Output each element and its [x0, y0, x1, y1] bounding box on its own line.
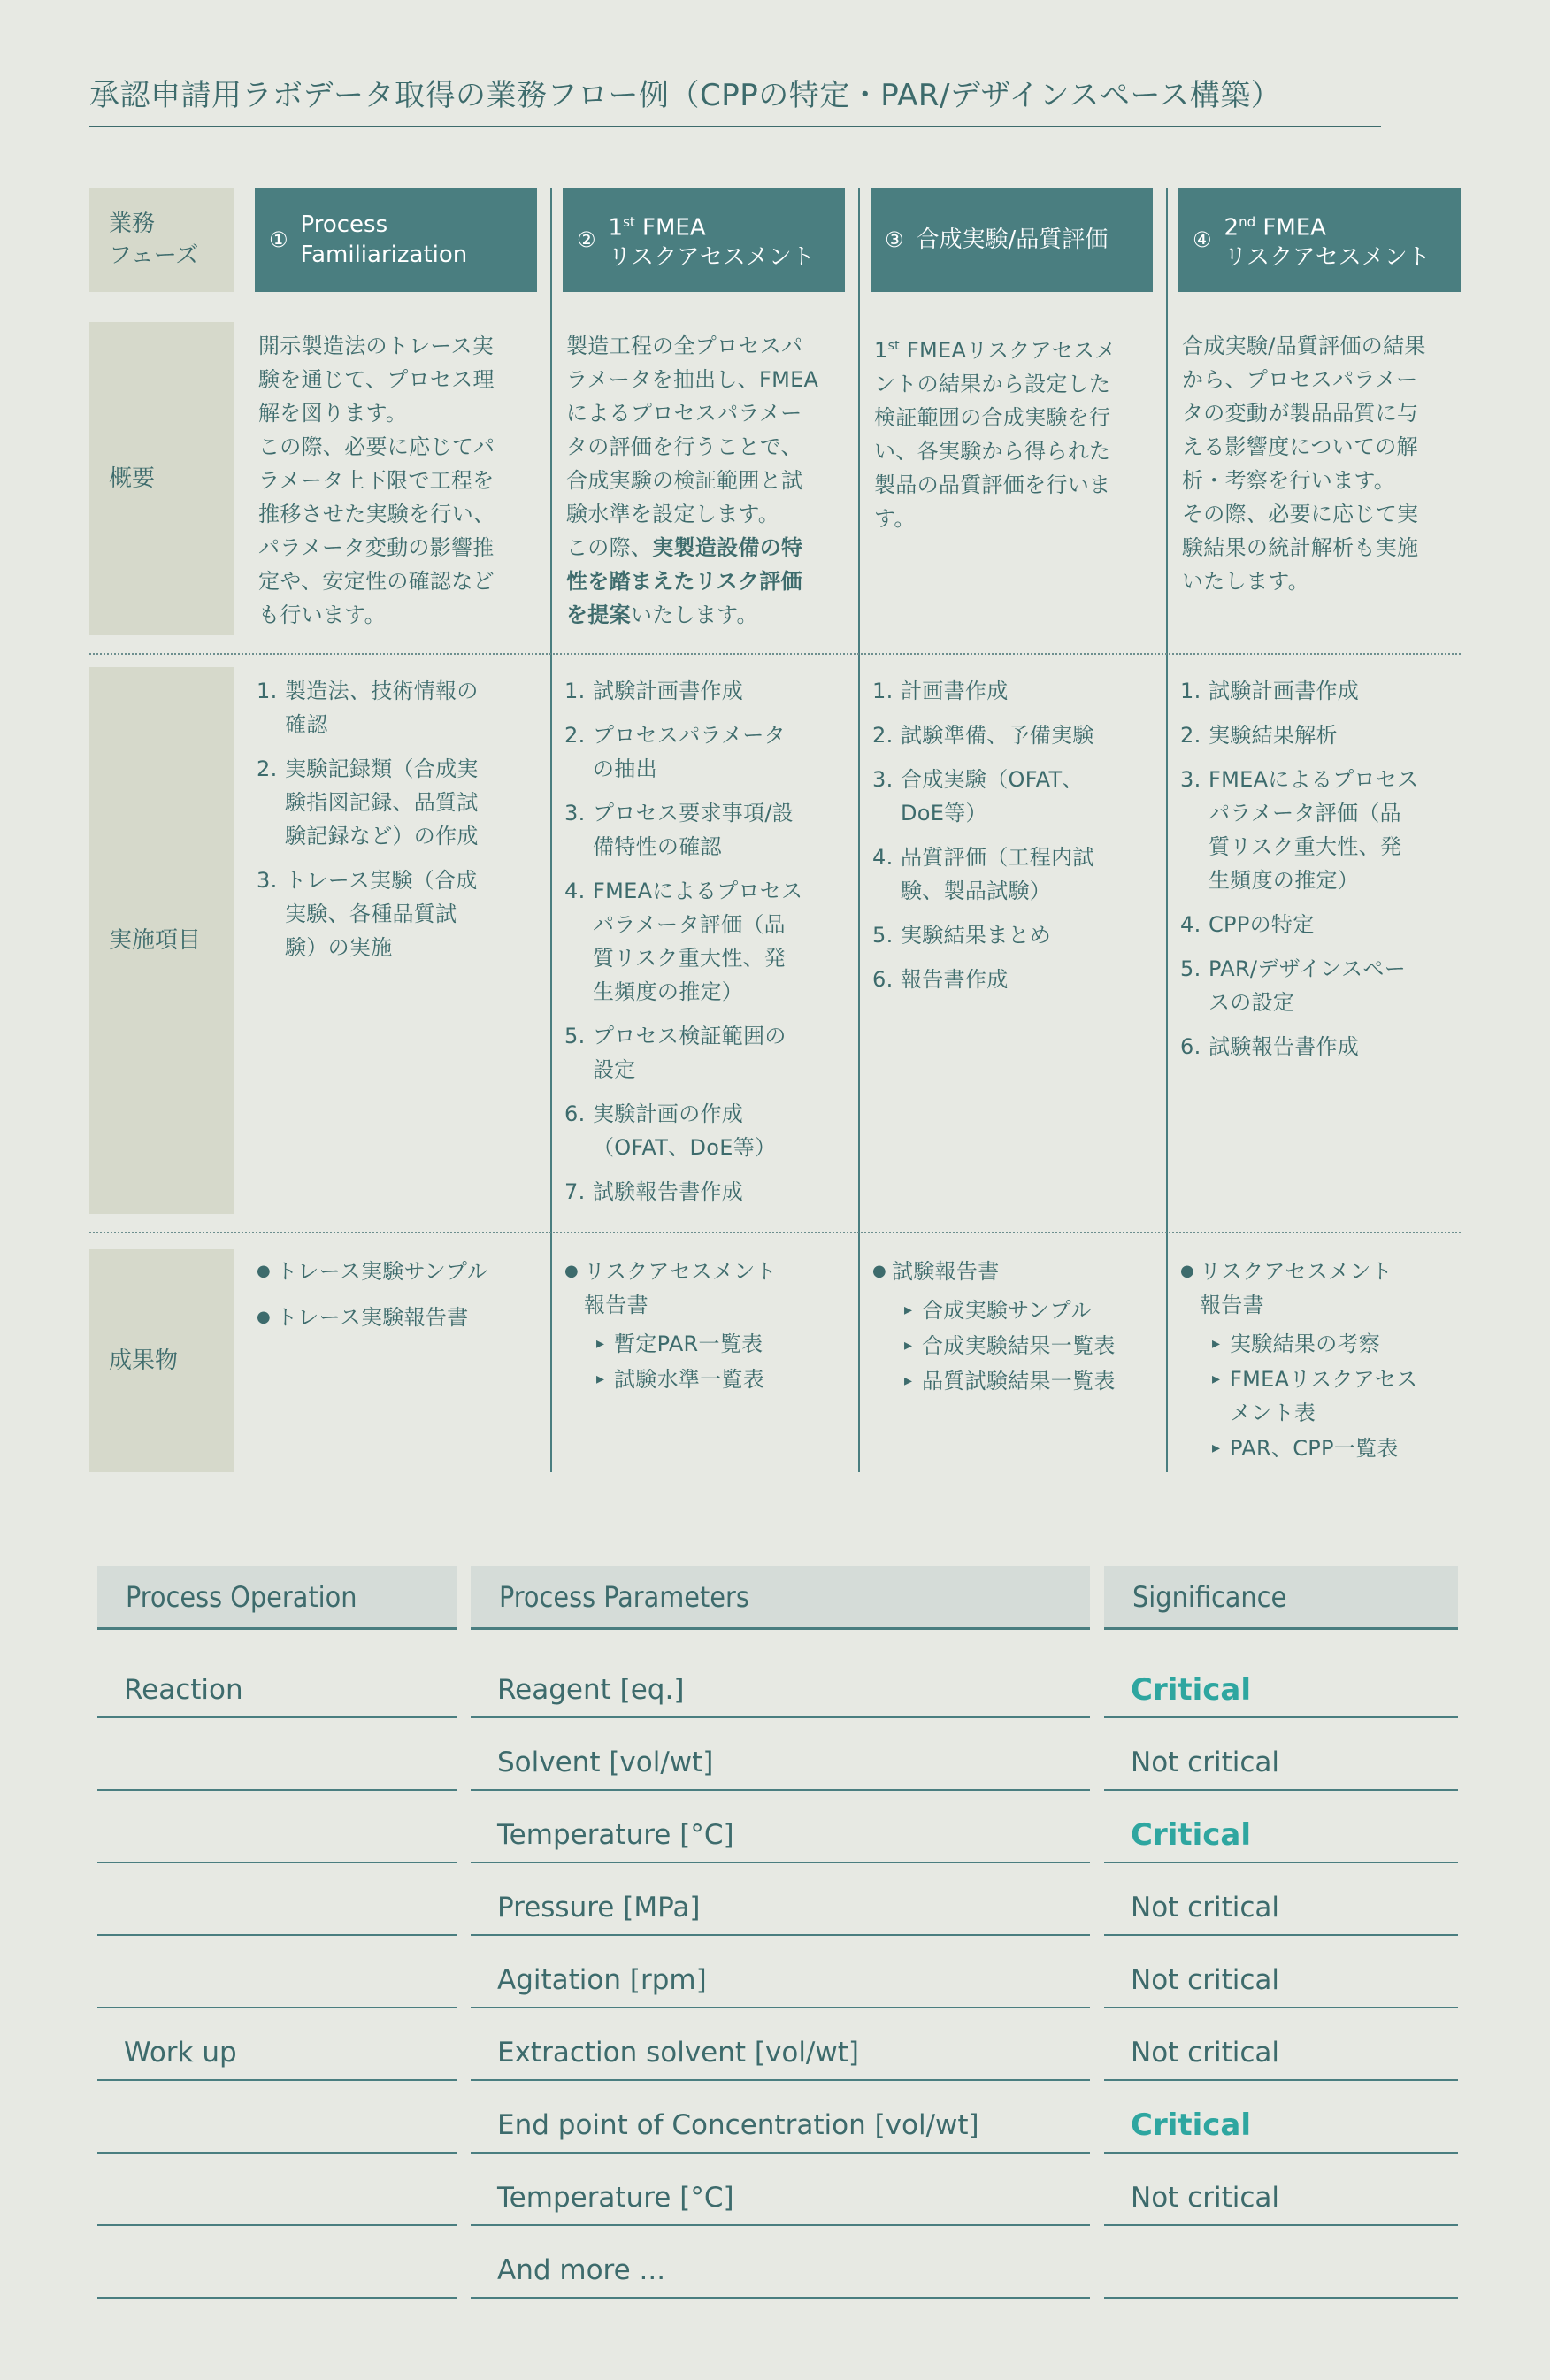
- process-operation-cell: [97, 1718, 457, 1791]
- phase-number: ④: [1193, 227, 1212, 252]
- phase-number: ②: [577, 227, 596, 252]
- deliverable-subitem: ▸ 暫定PAR一覧表: [596, 1327, 848, 1361]
- list-item: 1. 試験計画書作成: [1180, 679, 1360, 703]
- row-divider: [89, 653, 1461, 655]
- significance-cell: [1104, 2226, 1458, 2299]
- deliverables-list-2: [564, 1255, 848, 1409]
- column-header-significance: Significance: [1104, 1566, 1458, 1630]
- deliverable-subitem: ▸ 試験水準一覧表: [596, 1363, 848, 1396]
- process-operation-cell: Work up: [97, 2008, 457, 2081]
- significance-cell: Not critical: [1104, 2008, 1458, 2081]
- column-divider: [858, 188, 860, 1472]
- deliverable-subitem: ▸ FMEAリスクアセス メント表: [1212, 1363, 1463, 1430]
- list-item: 5. 実験結果まとめ: [872, 923, 1052, 948]
- deliverable-item: ● トレース実験サンプル: [257, 1255, 540, 1288]
- process-operation-cell: [97, 2081, 457, 2154]
- page-title: 承認申請用ラボデータ取得の業務フロー例（CPPの特定・PAR/デザインスペース構築）: [89, 74, 1381, 127]
- significance-cell: Not critical: [1104, 1863, 1458, 1936]
- process-parameter-cell: Temperature [°C]: [471, 2154, 1090, 2226]
- list-item: 6. 実験計画の作成 （OFAT、DoE等）: [564, 1102, 777, 1160]
- deliverable-item: ● トレース実験報告書: [257, 1301, 540, 1334]
- list-item: 1. 計画書作成: [872, 679, 1009, 703]
- row-divider: [89, 1232, 1461, 1233]
- row-label-items: 実施項目: [89, 667, 234, 1214]
- phase-header-3: [871, 188, 1153, 292]
- significance-cell: Not critical: [1104, 1718, 1458, 1791]
- column-divider: [550, 188, 552, 1472]
- phase-header-4: [1178, 188, 1461, 292]
- process-parameter-cell: Extraction solvent [vol/wt]: [471, 2008, 1090, 2081]
- process-parameter-cell: Pressure [MPa]: [471, 1863, 1090, 1936]
- phase-title: 1st FMEA リスクアセスメント: [608, 213, 815, 272]
- phase-header-2: [563, 188, 845, 292]
- deliverables-list-4: [1180, 1255, 1463, 1478]
- overview-text-1: 開示製造法のトレース実 験を通じて、プロセス理 解を図ります。 この際、必要に応じてパ ラメータ上下限で工程を 推移させた実験を行い、 パラメータ変動の影響推 定や、安定性の確認など も行います。: [258, 334, 495, 627]
- process-parameter-cell: Temperature [°C]: [471, 1791, 1090, 1863]
- significance-cell: Not critical: [1104, 2154, 1458, 2226]
- list-item: 2. プロセスパラメータ の抽出: [564, 723, 786, 781]
- process-operation-cell: [97, 1863, 457, 1936]
- list-item: 6. 試験報告書作成: [1180, 1034, 1360, 1059]
- list-item: 1. 製造法、技術情報の 確認: [257, 679, 479, 737]
- parameter-table: [97, 1566, 1460, 2292]
- deliverable-item: ● 試験報告書 ▸ 合成実験サンプル ▸ 合成実験結果一覧表 ▸ 品質試験結果一覧表: [872, 1255, 1155, 1398]
- deliverable-item: ● リスクアセスメント 報告書 ▸ 実験結果の考察 ▸ FMEAリスクアセス メント表 ▸ PAR、CPP一覧表: [1180, 1255, 1463, 1465]
- phase-number: ③: [885, 227, 904, 252]
- deliverables-list-1: [257, 1255, 540, 1347]
- phase-title: 合成実験/品質評価: [916, 226, 1109, 253]
- process-parameter-cell: Solvent [vol/wt]: [471, 1718, 1090, 1791]
- list-item: 5. プロセス検証範囲の 設定: [564, 1024, 787, 1082]
- deliverable-subitem: ▸ 実験結果の考察: [1212, 1327, 1463, 1361]
- process-operation-cell: [97, 2154, 457, 2226]
- process-operation-cell: [97, 2226, 457, 2299]
- list-item: 2. 実験結果解析: [1180, 723, 1338, 748]
- deliverables-list-3: [872, 1255, 1155, 1410]
- row-label-deliverables: 成果物: [89, 1249, 234, 1472]
- list-item: 4. CPPの特定: [1180, 912, 1315, 937]
- process-parameter-cell: And more ...: [471, 2226, 1090, 2299]
- column-header-parameters: Process Parameters: [471, 1566, 1090, 1630]
- workflow-table: [89, 188, 1461, 1472]
- list-item: 7. 試験報告書作成: [564, 1179, 744, 1204]
- overview-text-3: 1st FMEAリスクアセスメ ントの結果から設定した 検証範囲の合成実験を行 い、各実験から得られた 製品の品質評価を行いま す。: [874, 338, 1116, 531]
- list-item: 4. 品質評価（工程内試 験、製品試験）: [872, 845, 1094, 903]
- overview-text-4: 合成実験/品質評価の結果 から、プロセスパラメー タの変動が製品品質に与 える影響度についての解 析・考察を行います。 その際、必要に応じて実 験結果の統計解析も実施 いたします。: [1182, 334, 1426, 594]
- list-item: 2. 試験準備、予備実験: [872, 723, 1094, 748]
- deliverable-subitem: ▸ 品質試験結果一覧表: [904, 1364, 1155, 1398]
- list-item: 3. 合成実験（OFAT、 DoE等）: [872, 767, 1084, 825]
- phase-title: Process Familiarization: [300, 211, 468, 268]
- items-list-1: [257, 674, 540, 975]
- significance-cell: Critical: [1104, 1646, 1458, 1718]
- phase-number: ①: [269, 227, 288, 252]
- row-label-overview: 概要: [89, 322, 234, 635]
- process-parameter-cell: Agitation [rpm]: [471, 1936, 1090, 2008]
- column-divider: [1166, 188, 1168, 1472]
- list-item: 2. 実験記録類（合成実 験指図記録、品質試 験記録など）の作成: [257, 756, 479, 848]
- deliverable-subitem: ▸ PAR、CPP一覧表: [1212, 1432, 1463, 1465]
- process-parameter-cell: End point of Concentration [vol/wt]: [471, 2081, 1090, 2154]
- process-operation-cell: [97, 1791, 457, 1863]
- significance-cell: Critical: [1104, 1791, 1458, 1863]
- phase-title: 2nd FMEA リスクアセスメント: [1224, 213, 1431, 272]
- process-operation-cell: [97, 1936, 457, 2008]
- process-parameter-cell: Reagent [eq.]: [471, 1646, 1090, 1718]
- items-list-4: [1180, 674, 1463, 1074]
- list-item: 3. FMEAによるプロセス パラメータ評価（品 質リスク重大性、発 生頻度の推定）: [1180, 767, 1419, 893]
- deliverable-item: ● リスクアセスメント 報告書 ▸ 暫定PAR一覧表 ▸ 試験水準一覧表: [564, 1255, 848, 1396]
- significance-cell: Not critical: [1104, 1936, 1458, 2008]
- list-item: 5. PAR/デザインスペー スの設定: [1180, 956, 1407, 1015]
- process-operation-cell: Reaction: [97, 1646, 457, 1718]
- list-item: 4. FMEAによるプロセス パラメータ評価（品 質リスク重大性、発 生頻度の推定）: [564, 879, 803, 1004]
- deliverable-subitem: ▸ 合成実験サンプル: [904, 1294, 1155, 1327]
- list-item: 6. 報告書作成: [872, 967, 1009, 992]
- significance-cell: Critical: [1104, 2081, 1458, 2154]
- column-header-operation: Process Operation: [97, 1566, 457, 1630]
- overview-text-2: 製造工程の全プロセスパ ラメータを抽出し、FMEA によるプロセスパラメー タの評価を行うことで、 合成実験の検証範囲と試 験水準を設定します。 この際、実製造設備の特 性を踏まえたリスク評価 を提案いたします。: [566, 334, 819, 627]
- list-item: 3. トレース実験（合成 実験、各種品質試 験）の実施: [257, 868, 478, 960]
- list-item: 3. プロセス要求事項/設 備特性の確認: [564, 801, 794, 859]
- deliverable-subitem: ▸ 合成実験結果一覧表: [904, 1329, 1155, 1363]
- items-list-2: [564, 674, 848, 1219]
- row-label-phase: 業務 フェーズ: [89, 188, 234, 292]
- list-item: 1. 試験計画書作成: [564, 679, 744, 703]
- items-list-3: [872, 674, 1155, 1007]
- phase-header-1: [255, 188, 537, 292]
